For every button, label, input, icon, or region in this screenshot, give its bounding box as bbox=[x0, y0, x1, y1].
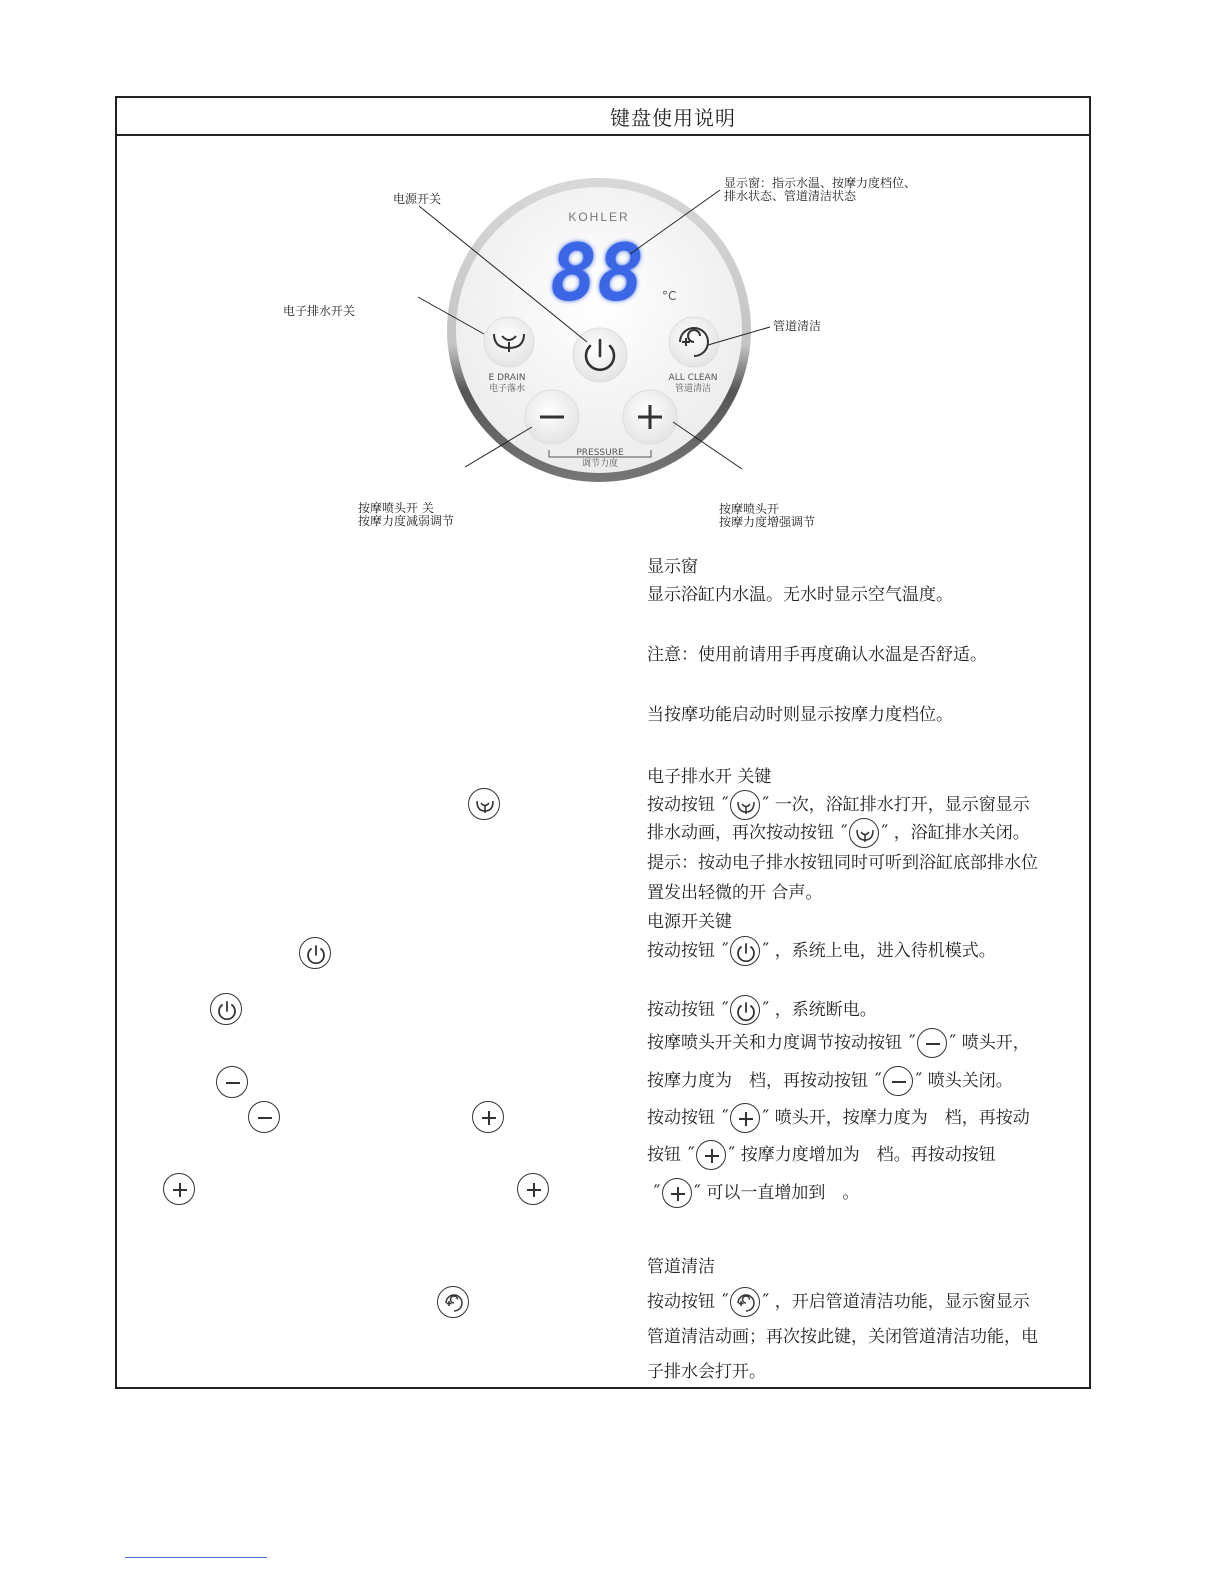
massage-line-5b: ˝ 可以一直增加到 。 bbox=[692, 1183, 860, 1203]
power-icon bbox=[210, 993, 242, 1025]
clean-line-1b: ˝ ，开启管道清洁功能，显示窗显示 bbox=[760, 1292, 1030, 1312]
control-panel-illustration bbox=[0, 0, 1224, 560]
clean-line-3: 子排水会打开。 bbox=[647, 1362, 766, 1382]
tip-line-1: 提示：按动电子排水按钮同时可听到浴缸底部排水位 bbox=[647, 853, 1038, 873]
plus-icon bbox=[517, 1173, 549, 1205]
minus-icon bbox=[248, 1101, 280, 1133]
pressure-label-cn: 调节力度 bbox=[581, 459, 619, 469]
massage-line-4 bbox=[647, 1140, 996, 1170]
allclean-label-en: ALL CLEAN bbox=[668, 373, 718, 383]
plus-icon bbox=[730, 1103, 760, 1133]
massage-display-text: 当按摩功能启动时则显示按摩力度档位。 bbox=[647, 705, 953, 725]
power-button[interactable] bbox=[573, 328, 627, 382]
allclean-button[interactable] bbox=[669, 317, 719, 367]
callout-display-line2: 排水状态、管道清洁状态 bbox=[724, 189, 857, 203]
power-icon bbox=[730, 936, 760, 966]
power-icon bbox=[299, 937, 331, 969]
power-line-2a: 按动按钮 ˝ bbox=[647, 1000, 729, 1020]
edrain-button[interactable] bbox=[484, 317, 534, 367]
pressure-label-en: PRESSURE bbox=[576, 448, 624, 458]
display-digits: 88 bbox=[550, 229, 644, 319]
drain-icon bbox=[468, 788, 500, 820]
plus-icon bbox=[472, 1101, 504, 1133]
drain-line-1 bbox=[647, 790, 1030, 820]
drain-line-1b: ˝ 一次，浴缸排水打开，显示窗显示 bbox=[760, 795, 1030, 815]
display-text: 显示浴缸内水温。无水时显示空气温度。 bbox=[647, 585, 953, 605]
plus-icon bbox=[696, 1140, 726, 1170]
clean-icon bbox=[730, 1287, 760, 1317]
massage-line-4b: ˝ 按摩力度增加为 档。再按动按钮 bbox=[726, 1145, 996, 1165]
minus-icon bbox=[883, 1066, 913, 1096]
power-icon bbox=[730, 995, 760, 1025]
massage-line-5 bbox=[652, 1178, 859, 1208]
clean-heading: 管道清洁 bbox=[647, 1257, 715, 1277]
clean-line-1 bbox=[647, 1287, 1030, 1317]
massage-line-3b: ˝ 喷头开，按摩力度为 档，再按动 bbox=[760, 1108, 1030, 1128]
minus-icon bbox=[216, 1066, 248, 1098]
drain-line-2a: 排水动画，再次按动按钮 ˝ bbox=[647, 823, 848, 843]
callout-power: 电源开关 bbox=[393, 192, 442, 206]
callout-plus-line2: 按摩力度增强调节 bbox=[719, 515, 816, 529]
allclean-label-cn: 管道清洁 bbox=[674, 384, 712, 394]
display-heading: 显示窗 bbox=[647, 557, 698, 577]
page-title: 键盘使用说明 bbox=[610, 106, 736, 130]
callout-display-line1: 显示窗：指示水温、按摩力度档位、 bbox=[724, 176, 917, 190]
drain-line-1a: 按动按钮 ˝ bbox=[647, 795, 729, 815]
massage-line-3 bbox=[647, 1103, 1030, 1133]
edrain-label-en: E DRAIN bbox=[488, 373, 526, 383]
power-line-1 bbox=[647, 936, 996, 966]
callout-drain: 电子排水开关 bbox=[283, 304, 356, 318]
plus-icon bbox=[163, 1173, 195, 1205]
footer-rule bbox=[125, 1557, 267, 1558]
drain-icon bbox=[849, 818, 879, 848]
massage-line-2b: ˝ 喷头关闭。 bbox=[913, 1071, 1013, 1091]
drain-line-2b: ˝ ，浴缸排水关闭。 bbox=[879, 823, 1030, 843]
power-line-2b: ˝ ，系统断电。 bbox=[760, 1000, 877, 1020]
callout-plus-line1: 按摩喷头开 bbox=[719, 502, 780, 516]
clean-line-1a: 按动按钮 ˝ bbox=[647, 1292, 729, 1312]
clean-line-2: 管道清洁动画；再次按此键，关闭管道清洁功能，电 bbox=[647, 1327, 1038, 1347]
drain-line-2 bbox=[647, 818, 1030, 848]
minus-icon bbox=[917, 1028, 947, 1058]
callout-clean: 管道清洁 bbox=[773, 319, 822, 333]
pressure-plus-button[interactable] bbox=[623, 390, 677, 444]
clean-icon bbox=[437, 1286, 469, 1318]
massage-line-3a: 按动按钮 ˝ bbox=[647, 1108, 729, 1128]
massage-line-1a: 按摩喷头开关和力度调节按动按钮 ˝ bbox=[647, 1033, 916, 1053]
power-line-1b: ˝ ，系统上电，进入待机模式。 bbox=[760, 941, 996, 961]
edrain-label-cn: 电子落水 bbox=[488, 384, 526, 394]
note-text: 注意：使用前请用手再度确认水温是否舒适。 bbox=[647, 645, 987, 665]
massage-line-5a: ˝ bbox=[652, 1183, 661, 1203]
drain-icon bbox=[730, 790, 760, 820]
display-unit: °C bbox=[662, 289, 677, 303]
pressure-minus-button[interactable] bbox=[525, 390, 579, 444]
drain-heading: 电子排水开 关键 bbox=[647, 767, 772, 787]
callout-minus-line2: 按摩力度减弱调节 bbox=[358, 514, 455, 528]
power-heading: 电源开关键 bbox=[647, 912, 732, 932]
callout-minus-line1: 按摩喷头开 关 bbox=[358, 501, 434, 515]
massage-line-2 bbox=[647, 1066, 1013, 1096]
massage-line-4a: 按钮 ˝ bbox=[647, 1145, 695, 1165]
massage-line-1b: ˝ 喷头开， bbox=[947, 1033, 1030, 1053]
massage-line-1 bbox=[647, 1028, 1030, 1058]
power-line-2 bbox=[647, 995, 877, 1025]
massage-line-2a: 按摩力度为 档，再按动按钮 ˝ bbox=[647, 1071, 882, 1091]
plus-icon bbox=[662, 1178, 692, 1208]
power-line-1a: 按动按钮 ˝ bbox=[647, 941, 729, 961]
brand-logo: KOHLER bbox=[568, 210, 630, 224]
tip-line-2: 置发出轻微的开 合声。 bbox=[647, 883, 823, 903]
